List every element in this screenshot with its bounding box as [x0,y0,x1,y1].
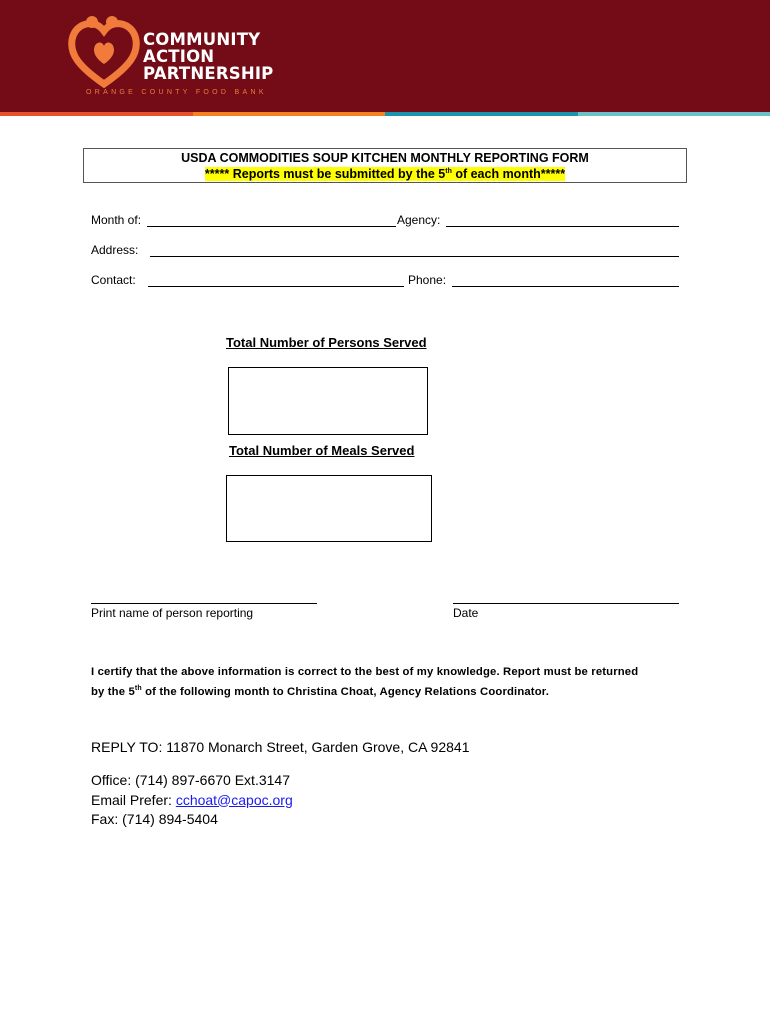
deadline-notice-prefix: ***** Reports must be submitted by the 5 [204,167,446,181]
email-link[interactable]: cchoat@capoc.org [175,791,293,808]
meals-served-box[interactable] [226,475,432,542]
phone-field[interactable] [452,286,679,287]
email-label: Email Prefer: [91,791,176,808]
stripe-teal [385,112,578,116]
logo-wordmark [143,31,273,82]
agency-label: Agency: [397,213,441,227]
header-stripes [0,112,770,116]
certify-sup: th [134,684,142,692]
print-name-field[interactable] [91,603,317,604]
form-title-box [83,148,687,183]
logo-line-1: COMMUNITY [143,30,261,49]
meals-served-label: Total Number of Meals Served [229,443,415,458]
address-field[interactable] [150,256,679,257]
stripe-orange [193,112,386,116]
date-label: Date [453,606,479,620]
stripe-light-teal [578,112,770,116]
fax-number: Fax: (714) 894-5404 [91,811,218,827]
print-name-label: Print name of person reporting [91,606,254,620]
persons-served-box[interactable] [228,367,428,435]
form-title: USDA COMMODITIES SOUP KITCHEN MONTHLY REPORTING FORM [181,151,589,165]
logo-line-3: PARTNERSHIP [143,64,274,83]
certify-part-2: of the following month to Christina Choat, Agency Relations Coordinator. [141,685,549,698]
contact-label: Contact: [91,273,136,287]
office-phone: Office: (714) 897-6670 Ext.3147 [91,772,290,788]
persons-served-label: Total Number of Persons Served [226,335,427,350]
email-line [91,791,293,811]
agency-field[interactable] [446,226,679,227]
certification-statement [91,665,651,700]
stripe-red [0,112,193,116]
certify-part-1: I certify that the above information is correct to the best of my knowledge. Report must be returned by the 5 [91,666,639,698]
logo-subtitle: ORANGE COUNTY FOOD BANK [86,89,267,96]
date-field[interactable] [453,603,679,604]
address-label: Address: [91,243,139,257]
header-banner [0,0,770,112]
deadline-notice-suffix: of each month***** [451,167,566,181]
contact-field[interactable] [148,286,404,287]
logo-line-2: ACTION [143,47,215,66]
contact-info [91,771,293,830]
deadline-notice-sup: th [445,167,452,175]
phone-label: Phone: [408,273,447,287]
heart-logo-icon [68,14,140,88]
deadline-notice [205,167,565,181]
month-label: Month of: [91,213,142,227]
reply-to-address: REPLY TO: 11870 Monarch Street, Garden Grove, CA 92841 [91,739,470,755]
month-field[interactable] [147,226,396,227]
